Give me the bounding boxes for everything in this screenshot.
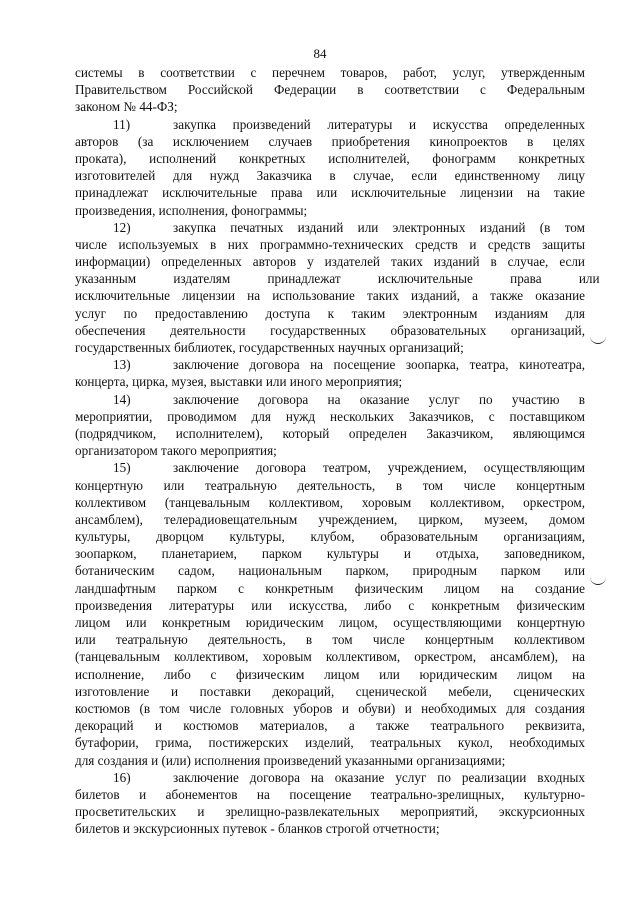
list-item-14	[75, 391, 585, 460]
text-line: произведения литературы или искусства, либо с конкретным физическим	[75, 597, 585, 613]
text-line: заключение договора на оказание услуг по участию в	[173, 391, 585, 407]
text-line: билетов и экскурсионных путевок - бланков строгой отчетности;	[75, 821, 440, 837]
text-line: для создания и (или) исполнения произведений указанными организациями;	[75, 752, 506, 768]
text-line: государственных библиотек, государственных научных организаций;	[75, 340, 464, 355]
text-line: (подрядчиком, исполнителем), который определен Заказчиком, являющимся	[75, 425, 585, 441]
text-line: закупка печатных изданий или электронных изданий (в том	[173, 219, 585, 235]
text-line: или театральную деятельность, в том числе концертным коллективом	[75, 632, 585, 648]
text-line: декораций и костюмов материалов, а также театрального реквизита,	[75, 718, 585, 734]
text-line: бутафории, грима, постижерских изделий, театральных кукол, необходимых	[75, 735, 585, 751]
text-line: исполнение, либо с физическим лицом или юридическим лицом на	[75, 666, 585, 682]
text-line: ботаническим садом, национальным парком, природным парком или	[75, 563, 585, 579]
text-line: информации) определенных авторов у издателей таких изданий в случае, если	[75, 254, 585, 270]
text-line: организатором такого мероприятия;	[75, 443, 277, 459]
text-line: изготовителей для нужд Заказчика в случае, если единственному лицу	[75, 168, 585, 184]
text-line: законом № 44-ФЗ;	[75, 99, 178, 115]
text-line: билетов и абонементов на посещение театрально-зрелищных, культурно-	[75, 786, 585, 802]
intro-paragraph	[75, 64, 585, 116]
text-line: культуры, дворцом культуры, клубом, образовательным организациям,	[75, 529, 585, 545]
text-line: принадлежат исключительные права или исключительные лицензии на такие	[75, 185, 585, 201]
item-number: 15)	[113, 460, 131, 476]
list-item-12	[75, 219, 600, 357]
text-line: проката), исполнений конкретных исполнителей, фонограмм конкретных	[75, 150, 585, 166]
text-line: числе используемых в них программно-технических средств и средств защиты	[75, 236, 585, 252]
text-line: мероприятии, проводимом для нужд нескольких Заказчиков, с поставщиком	[75, 408, 585, 424]
text-line: зоопарком, планетарием, парком культуры и отдыха, заповедником,	[75, 546, 585, 562]
margin-mark	[590, 335, 606, 344]
item-number: 12)	[113, 219, 131, 235]
document-body	[75, 64, 600, 837]
text-line: ландшафтным парком с конкретным физическим лицом на создание	[75, 580, 585, 596]
text-line: просветительских и зрелищно-развлекательных мероприятий, экскурсионных	[75, 804, 585, 820]
text-line: костюмов (в том числе головных уборов и обуви) и необходимых для создания	[75, 700, 585, 716]
text-line: указанным издателям принадлежат исключительные права или	[75, 271, 600, 287]
text-line: исключительные лицензии на использование таких изданий, а также оказание	[75, 288, 585, 304]
item-number: 13)	[113, 357, 131, 373]
item-number: 14)	[113, 391, 131, 407]
item-number: 16)	[113, 769, 131, 785]
list-item-13	[75, 356, 585, 390]
text-line: закупка произведений литературы и искусства определенных	[173, 116, 585, 132]
text-line: авторов (за исключением случаев приобретения кинопроектов в целях	[75, 133, 585, 149]
text-line: (танцевальным коллективом, хоровым коллективом, оркестром, ансамблем), на	[75, 649, 585, 665]
list-item-11	[75, 116, 585, 219]
text-line: концертную или театральную деятельность, в том числе концертным	[75, 477, 585, 493]
text-line: ансамблем), телерадиовещательным учреждением, цирком, музеем, домом	[75, 511, 585, 527]
text-line: изготовление и поставки декораций, сценической мебели, сценических	[75, 683, 585, 699]
text-line: услуг по предоставлению доступа к таким электронным изданиям для	[75, 305, 585, 321]
text-line: системы в соответствии с перечнем товаров, работ, услуг, утвержденным	[75, 65, 585, 80]
text-line: заключение договора на оказание услуг по реализации входных	[173, 769, 585, 785]
item-number: 11)	[113, 116, 131, 132]
text-line: заключение договора на посещение зоопарка, театра, кинотеатра,	[173, 357, 585, 373]
page-number: 84	[313, 46, 327, 61]
text-line: коллективом (танцевальным коллективом, хоровым коллективом, оркестром,	[75, 494, 585, 510]
text-line: обеспечения деятельности государственных образовательных организаций,	[75, 322, 585, 338]
text-line: произведения, исполнения, фонограммы;	[75, 202, 308, 218]
text-line: концерта, цирка, музея, выставки или иного мероприятия;	[75, 374, 403, 390]
text-line: заключение договора театром, учреждением, осуществляющим	[173, 460, 585, 476]
list-item-16	[75, 769, 585, 838]
text-line: Правительством Российской Федерации в соответствии с Федеральным	[75, 82, 585, 98]
list-item-15	[75, 459, 585, 768]
margin-mark	[590, 576, 606, 585]
text-line: лицом или конкретным юридическим лицом, осуществляющими концертную	[75, 615, 585, 630]
